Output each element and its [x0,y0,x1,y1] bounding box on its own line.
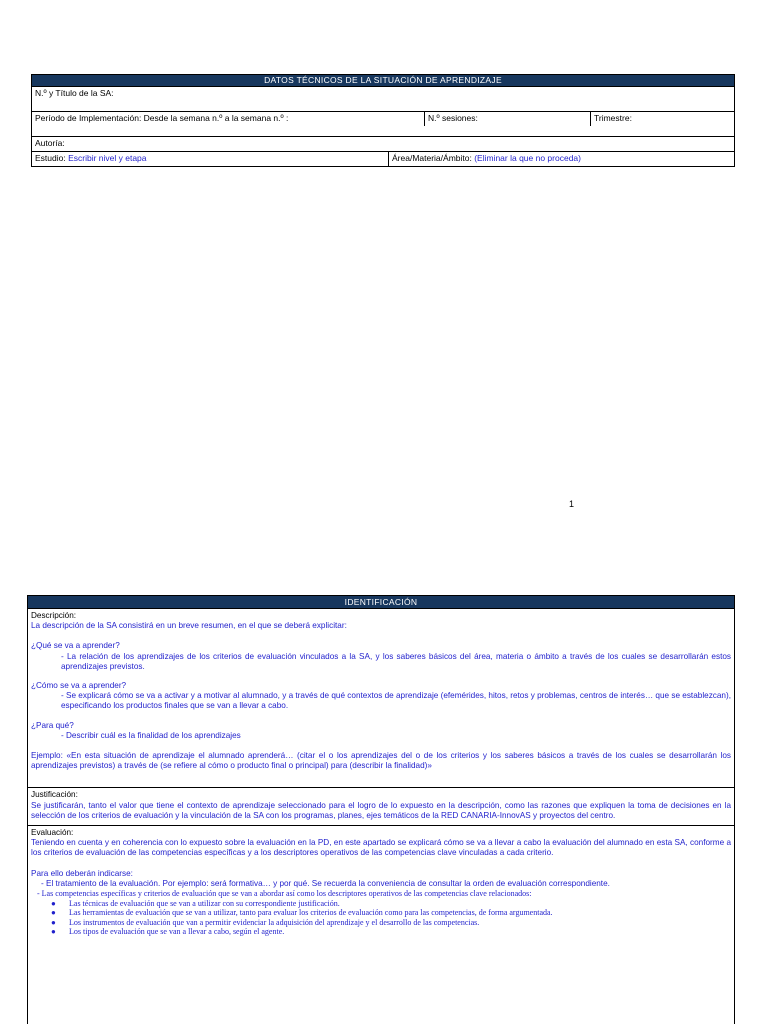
descripcion-section [28,608,734,787]
trimestre-label: Trimestre: [590,112,734,126]
evaluacion-item-competencias: - Las competencias específicas y criterios de evaluación que se van a abordar así como los descriptores operativos de las competencias clave relacionados: [37,889,532,899]
area-cell [388,152,734,166]
sesiones-label: N.º sesiones: [424,112,590,126]
evaluacion-bullet: ● Los instrumentos de evaluación que van a permitir evidenciar la adquisición del aprendizaje y el desarrollo de las competencias. [51,917,480,927]
estudio-cell [32,152,388,166]
descripcion-intro: La descripción de la SA consistirá en un breve resumen, en el que se deberá explicitar: [31,621,347,631]
estudio-value: Escribir nivel y etapa [68,153,147,163]
evaluacion-bullet: ● Los tipos de evaluación que se van a llevar a cabo, según el agente. [51,927,285,937]
identificacion-header: IDENTIFICACIÓN [28,596,734,608]
justificacion-text: Se justificarán, tanto el valor que tiene el contexto de aprendizaje seleccionado para el logro de lo expuesto en la descripción, como las razones que expliquen la toma de decisiones en la selección de los criterios de evaluación y la vinculación de la SA con los programas, planes, ejes temáticos de la RED CANARIA-InnovAS y proyectos del centro. [31,800,731,820]
bullet-icon: ● [51,927,56,937]
area-value: (Eliminar la que no proceda) [474,153,581,163]
answer-como: - Se explicará cómo se va a activar y a motivar al alumnado, y a través de qué contextos de aprendizaje (efemérides, hitos, retos y problemas, centros de interés… que se establezcan), especificando los productos finales que se van a llevar a cabo. [61,691,731,711]
estudio-label: Estudio: [35,153,69,163]
evaluacion-label: Evaluación: [31,828,74,838]
periodo-label: Período de Implementación: Desde la semana n.º a la semana n.º : [35,113,289,123]
bullet-icon: ● [51,908,56,918]
question-para-que: ¿Para qué? [31,720,74,730]
bullet-icon: ● [51,917,56,927]
descripcion-label: Descripción: [31,611,77,620]
evaluacion-item-tratamiento: - El tratamiento de la evaluación. Por ejemplo: será formativa… y por qué. Se recuerda la conveniencia de consultar la orden de evaluación correspondiente. [41,878,610,888]
datos-tecnicos-header: DATOS TÉCNICOS DE LA SITUACIÓN DE APRENDIZAJE [32,75,734,86]
justificacion-section [28,787,734,825]
datos-tecnicos-table [31,74,735,167]
identificacion-table [27,595,735,1024]
autoria-label: Autoría: [35,138,65,148]
question-que: ¿Qué se va a aprender? [31,641,120,651]
page-gap [0,562,768,584]
para-ello-text: Para ello deberán indicarse: [31,868,133,878]
question-como: ¿Cómo se va a aprender? [31,681,127,691]
evaluacion-text: Teniendo en cuenta y en coherencia con lo expuesto sobre la evaluación en la PD, en este apartado se explicará cómo se va a llevar a cabo la evaluación del alumnado en esta SA, conforme a los criterios de evaluación de las competencias específicas y a los descriptores operativos de las competencias clave vinculadas a cada criterio. [31,838,731,858]
answer-para-que: - Describir cuál es la finalidad de los aprendizajes [61,730,241,740]
evaluacion-section [28,825,734,941]
justificacion-label: Justificación: [31,790,78,800]
evaluacion-bullet: ● Las técnicas de evaluación que se van a utilizar con su correspondiente justificación. [51,898,340,908]
page-number: 1 [569,499,575,509]
ejemplo-text: Ejemplo: «En esta situación de aprendizaje el alumnado aprenderá… (citar el o los aprendizajes del o de los criterios y los saberes básicos a través de los cuales se desarrollarán los aprendizajes previstos) a través de (se refiere al cómo o producto final o principal) para (describir la finalidad)» [31,751,731,771]
area-label: Área/Materia/Ámbito: [392,153,475,163]
evaluacion-bullet: ● Las herramientas de evaluación que se van a utilizar, tanto para evaluar los criterios de evaluación como para las competencias, de forma argumentada. [51,908,553,918]
titulo-label: N.º y Título de la SA: [35,88,114,98]
bullet-icon: ● [51,898,56,908]
answer-que: - La relación de los aprendizajes de los criterios de evaluación vinculados a la SA, y los saberes básicos del área, materia o ámbito a través de los cuales se desarrollarán estos aprendizajes previstos. [61,651,731,671]
